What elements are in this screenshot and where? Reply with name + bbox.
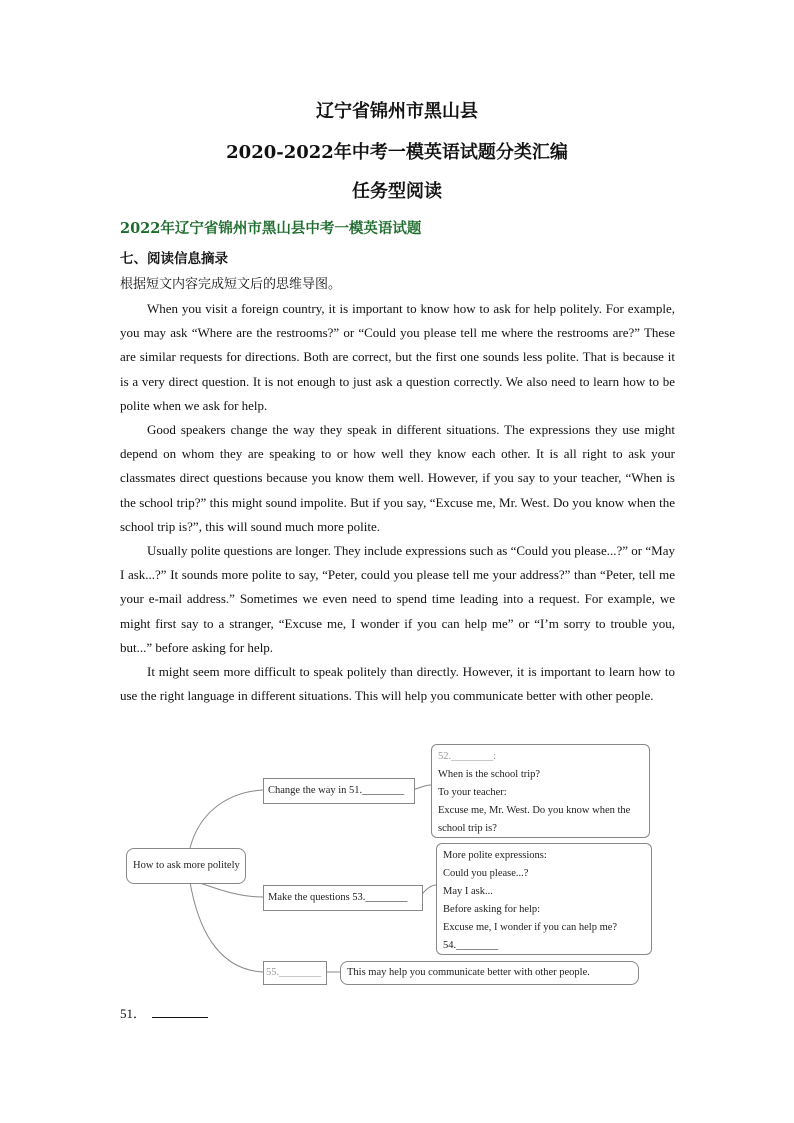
detail-box-1 [431, 744, 650, 838]
detail-1-line-5: school trip is? [438, 823, 497, 834]
connector-branch-3 [190, 882, 263, 972]
passage-paragraph: When you visit a foreign country, it is important to know how to ask for help politely. For example, you may ask “Where are the restrooms?” or “Could you please tell me where the restrooms are?” These are similar requests for directions. Both are correct, but the first one sounds less polite. That is because it is a very direct question. It is not enough to just ask a question correctly. We also need to learn how to be polite when we ask for help. [120, 301, 675, 413]
detail-2-line-4: Before asking for help: [443, 904, 541, 915]
detail-3-text: This may help you communicate better with other people. [347, 967, 590, 978]
instruction-text: 根据短文内容完成短文后的思维导图。 [120, 277, 342, 292]
branch-2-label: Make the questions 53.________ [268, 892, 408, 903]
connector-branch-2 [200, 883, 263, 897]
detail-1-line-2: When is the school trip? [438, 769, 541, 780]
answer-51-label: 51． [120, 1006, 147, 1021]
answer-51-blank[interactable] [152, 1005, 208, 1018]
detail-2-line-2: Could you please...? [443, 868, 529, 879]
detail-box-3 [340, 961, 639, 985]
reading-passage [120, 297, 675, 708]
title-line-2: 2020-2022年中考一模英语试题分类汇编 [226, 142, 568, 163]
connector-branch-1 [190, 790, 263, 848]
detail-2-line-5: Excuse me, I wonder if you can help me? [443, 922, 618, 933]
detail-1-line-3: To your teacher: [438, 787, 507, 798]
branch-box-3 [263, 961, 327, 985]
mind-map-center [126, 848, 246, 884]
part-label: 七、阅读信息摘录 [120, 251, 228, 267]
detail-2-line-1: More polite expressions: [443, 850, 547, 861]
branch-box-1 [263, 778, 415, 804]
detail-box-2 [436, 843, 652, 955]
center-label: How to ask more politely [133, 860, 240, 871]
branch-3-label: 55.________ [266, 967, 322, 978]
branch-box-2 [263, 885, 423, 911]
detail-2-line-6: 54.________ [443, 940, 499, 951]
passage-paragraph: It might seem more difficult to speak politely than directly. However, it is important to learn how to use the right language in different situations. This will help you communicate better with other people. [120, 664, 675, 704]
answer-51 [120, 1003, 208, 1022]
branch-1-label: Change the way in 51.________ [268, 785, 405, 796]
mind-map [120, 740, 660, 992]
title-line-3: 任务型阅读 [352, 181, 442, 202]
exam-title: 2022年辽宁省锦州市黑山县中考一模英语试题 [120, 220, 422, 237]
detail-1-line-1: 52.________: [438, 751, 497, 762]
title-line-1: 辽宁省锦州市黑山县 [316, 101, 478, 122]
passage-paragraph: Good speakers change the way they speak in different situations. The expressions they use might depend on whom they are speaking to or how well they know each other. It is all right to ask your classmates direct questions because you know them well. However, if you say to your teacher, “When is the school trip?” this might sound impolite. But if you say, “Excuse me, Mr. West. Do you know when the school trip is?”, this will sound much more polite. [120, 422, 675, 534]
detail-1-line-4: Excuse me, Mr. West. Do you know when the [438, 805, 631, 816]
detail-2-line-3: May I ask... [443, 886, 493, 897]
passage-paragraph: Usually polite questions are longer. They include expressions such as “Could you please...?” or “May I ask...?” It sounds more polite to say, “Peter, could you please tell me your address?” than “Peter, tell me your e-mail address.” Sometimes we even need to spend time leading into a request. For example, we might first say to a stranger, “Excuse me, I wonder if you can help me” or “I’m sorry to trouble you, but...” before asking for help. [120, 543, 675, 655]
